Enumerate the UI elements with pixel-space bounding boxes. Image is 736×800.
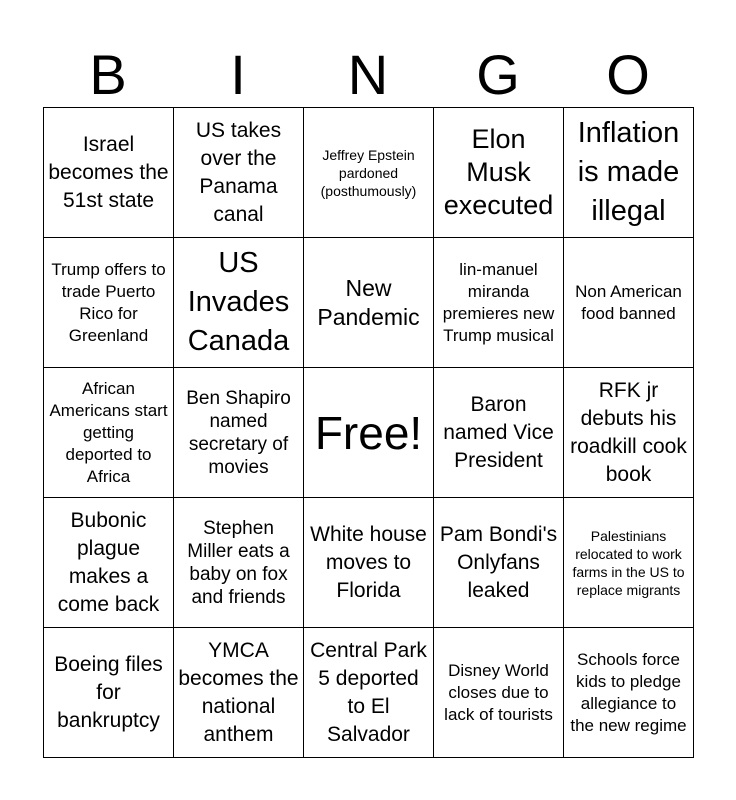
board-row (44, 108, 694, 238)
board-row (44, 628, 694, 758)
bingo-cell[interactable]: Trump offers to trade Puerto Rico for Greenland (44, 238, 174, 368)
header-letter-o: O (606, 43, 650, 106)
bingo-cell[interactable]: YMCA becomes the national anthem (174, 628, 304, 758)
bingo-cell[interactable]: Schools force kids to pledge allegiance to the new regime (564, 628, 694, 758)
bingo-cell[interactable]: African Americans start getting deported to Africa (44, 368, 174, 498)
bingo-cell[interactable]: Palestinians relocated to work farms in the US to replace migrants (564, 498, 694, 628)
bingo-cell[interactable]: US Invades Canada (174, 238, 304, 368)
board-row (44, 368, 694, 498)
bingo-cell[interactable]: US takes over the Panama canal (174, 108, 304, 238)
free-space[interactable]: Free! (304, 368, 434, 498)
bingo-cell[interactable]: Inflation is made illegal (564, 108, 694, 238)
bingo-cell[interactable]: Elon Musk executed (434, 108, 564, 238)
bingo-cell[interactable]: RFK jr debuts his roadkill cook book (564, 368, 694, 498)
header-letter-i: I (230, 43, 246, 106)
bingo-cell[interactable]: Boeing files for bankruptcy (44, 628, 174, 758)
bingo-header (43, 40, 693, 110)
bingo-cell[interactable]: Non American food banned (564, 238, 694, 368)
header-letter-n: N (347, 43, 389, 106)
bingo-cell[interactable]: Central Park 5 deported to El Salvador (304, 628, 434, 758)
board-row (44, 498, 694, 628)
bingo-cell[interactable]: New Pandemic (304, 238, 434, 368)
bingo-cell[interactable]: Jeffrey Epstein pardoned (posthumously) (304, 108, 434, 238)
header-letter-b: B (89, 43, 127, 106)
board-row (44, 238, 694, 368)
bingo-cell[interactable]: Pam Bondi's Onlyfans leaked (434, 498, 564, 628)
bingo-cell[interactable]: lin-manuel miranda premieres new Trump musical (434, 238, 564, 368)
bingo-cell[interactable]: Baron named Vice President (434, 368, 564, 498)
bingo-cell[interactable]: White house moves to Florida (304, 498, 434, 628)
bingo-cell[interactable]: Ben Shapiro named secretary of movies (174, 368, 304, 498)
header-letter-g: G (476, 43, 520, 106)
bingo-cell[interactable]: Israel becomes the 51st state (44, 108, 174, 238)
bingo-cell[interactable]: Stephen Miller eats a baby on fox and friends (174, 498, 304, 628)
bingo-cell[interactable]: Bubonic plague makes a come back (44, 498, 174, 628)
bingo-cell[interactable]: Disney World closes due to lack of tourists (434, 628, 564, 758)
bingo-board (43, 107, 694, 758)
